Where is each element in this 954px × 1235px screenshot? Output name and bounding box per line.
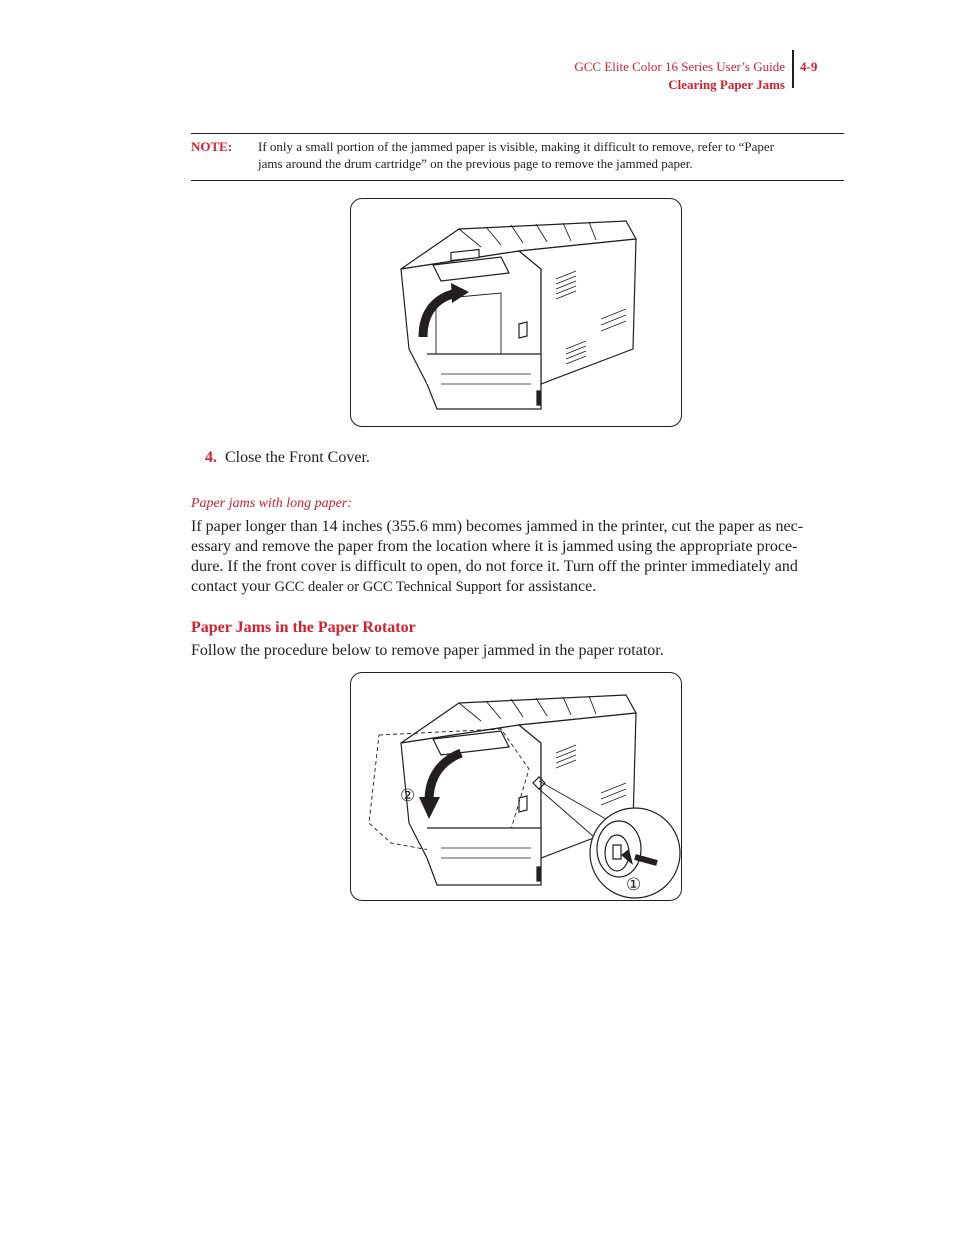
- long-paper-heading: Paper jams with long paper:: [191, 496, 352, 511]
- callout-step-2: ②: [400, 786, 416, 806]
- header-divider: [792, 50, 794, 88]
- step-4: [205, 449, 370, 467]
- long-paper-line-4-start: contact your: [191, 578, 275, 595]
- note-line-2: jams around the drum cartridge” on the previous page to remove the jammed paper.: [258, 156, 693, 171]
- printer-illustration-1: [351, 199, 681, 426]
- header-guide-title: GCC Elite Color 16 Series User’s Guide: [574, 59, 785, 74]
- long-paper-line-2: essary and remove the paper from the location where it is jammed using the appropriate proce-: [191, 538, 798, 555]
- printer-open-cover-figure: [350, 672, 682, 901]
- long-paper-line-4: [191, 577, 844, 597]
- rotator-section-title: Paper Jams in the Paper Rotator: [191, 619, 416, 636]
- printer-close-cover-figure: [350, 198, 682, 427]
- note-top-rule: [191, 133, 844, 134]
- page-number: 4-9: [800, 59, 818, 74]
- step-4-text: Close the Front Cover.: [225, 449, 370, 466]
- note-text: [258, 138, 833, 172]
- note-label: NOTE:: [191, 139, 233, 154]
- callout-step-1: ①: [626, 875, 642, 895]
- long-paper-paragraph: [191, 517, 844, 597]
- step-4-number: 4.: [205, 449, 217, 466]
- long-paper-line-1: If paper longer than 14 inches (355.6 mm) becomes jammed in the printer, cut the paper as nec-: [191, 518, 804, 535]
- note-line-1: If only a small portion of the jammed paper is visible, making it difficult to remove, refer to “Paper: [258, 139, 775, 154]
- long-paper-line-3: dure. If the front cover is difficult to open, do not force it. Turn off the printer immediately and: [191, 558, 798, 575]
- long-paper-line-4-end: for assistance.: [501, 578, 597, 595]
- note-bottom-rule: [191, 180, 844, 181]
- header-section-title: Clearing Paper Jams: [668, 77, 785, 92]
- rotator-section-intro: Follow the procedure below to remove paper jammed in the paper rotator.: [191, 642, 664, 659]
- support-contact: GCC dealer or GCC Technical Support: [274, 579, 502, 595]
